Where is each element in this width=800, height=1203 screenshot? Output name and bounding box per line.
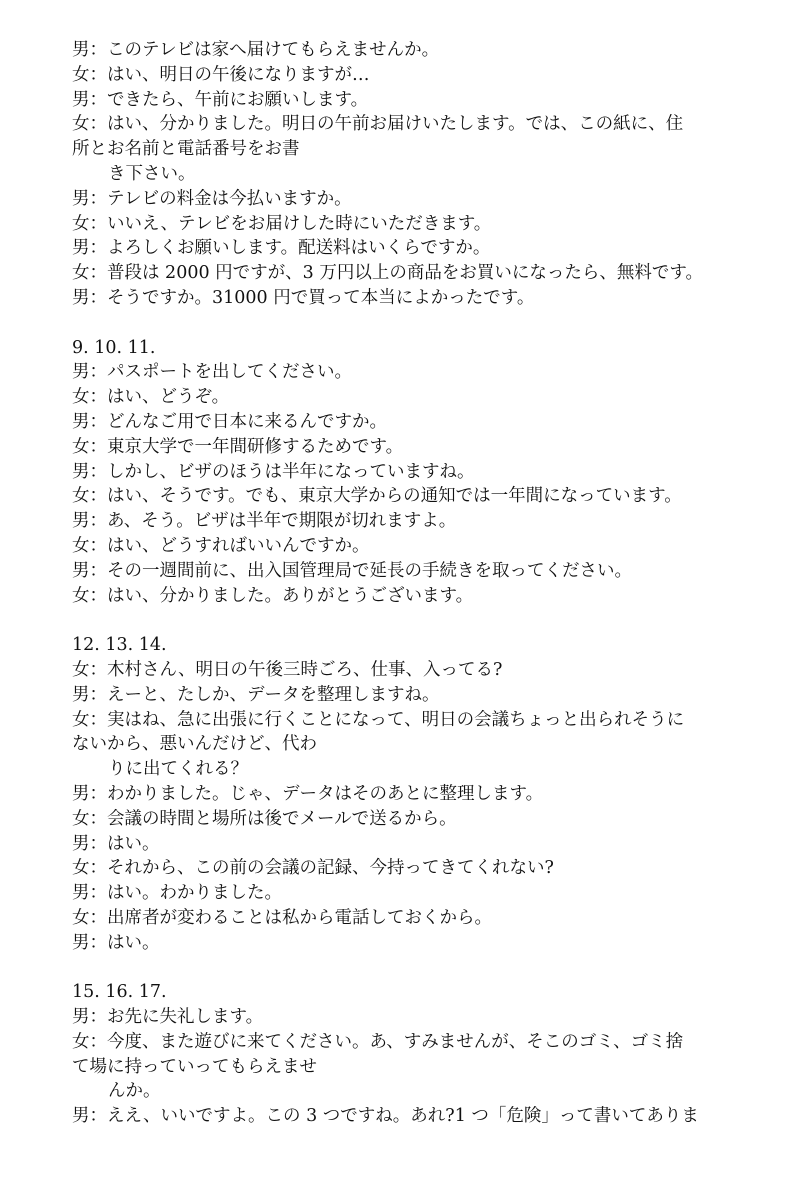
dialogue-line-continuation: 所とお名前と電話番号をお書	[72, 139, 300, 160]
dialogue-line-continuation: き下さい。	[108, 163, 196, 184]
dialogue-line: 男：わかりました。じゃ、データはそのあとに整理します。	[72, 783, 544, 804]
dialogue-section-3	[72, 633, 732, 955]
dialogue-line: 女：会議の時間と場所は後でメールで送るから。	[72, 808, 457, 829]
dialogue-line-continuation: りに出てくれる？	[108, 759, 248, 780]
dialogue-line: 男：このテレビは家へ届けてもらえませんか。	[72, 40, 440, 60]
dialogue-line: 女：実はね、急に出張に行くことになって、明日の会議ちょっと出られそうに	[72, 709, 685, 730]
dialogue-line: 女：いいえ、テレビをお届けした時にいただきます。	[72, 213, 492, 234]
dialogue-line: 男：はい。	[72, 833, 160, 854]
dialogue-line: 男：その一週間前に、出入国管理局で延長の手続きを取ってください。	[72, 560, 632, 581]
dialogue-line: 女：はい、明日の午後になりますが…	[72, 64, 370, 85]
dialogue-line: 女：はい、どうすればいいんですか。	[72, 535, 370, 556]
dialogue-line: 女：今度、また遊びに来てください。あ、すみませんが、そこのゴミ、ゴミ捨	[72, 1031, 684, 1052]
dialogue-line: 男：えーと、たしか、データを整理しますね。	[72, 684, 440, 705]
section-spacer	[72, 311, 732, 336]
dialogue-line: 男：できたら、午前にお願いします。	[72, 89, 369, 110]
section-spacer	[72, 955, 732, 980]
dialogue-line: 男：パスポートを出してください。	[72, 362, 352, 383]
dialogue-line-continuation: んか。	[108, 1081, 161, 1102]
dialogue-line: 男：テレビの料金は今払いますか。	[72, 188, 352, 209]
dialogue-line-continuation: て場に持っていってもらえませ	[72, 1056, 317, 1077]
question-numbers-label: 15. 16. 17.	[72, 982, 167, 1003]
dialogue-section-4	[72, 980, 732, 1129]
dialogue-line: 男：しかし、ビザのほうは半年になっていますね。	[72, 461, 475, 482]
dialogue-section-2	[72, 336, 732, 609]
section-spacer	[72, 608, 732, 633]
dialogue-line: 女：出席者が変わることは私から電話しておくから。	[72, 907, 492, 928]
dialogue-line: 男：はい。	[72, 932, 160, 953]
dialogue-line: 女：木村さん、明日の午後三時ごろ、仕事、入ってる?	[72, 659, 503, 680]
question-numbers-label: 9. 10. 11.	[72, 337, 156, 358]
dialogue-line: 男：ええ、いいですよ。この 3 つですね。あれ?1 つ「危険」って書いてありま	[72, 1106, 699, 1127]
dialogue-line: 女：はい、どうぞ。	[72, 387, 230, 408]
question-numbers-label: 12. 13. 14.	[72, 635, 167, 656]
dialogue-line: 女：はい、分かりました。明日の午前お届けいたします。では、この紙に、住	[72, 114, 684, 135]
dialogue-section-1	[72, 38, 732, 311]
dialogue-line: 男：よろしくお願いします。配送料はいくらですか。	[72, 238, 491, 259]
document-page	[72, 38, 732, 1129]
dialogue-line: 男：はい。わかりました。	[72, 883, 282, 904]
dialogue-line: 女：はい、そうです。でも、東京大学からの通知では一年間になっています。	[72, 486, 682, 507]
dialogue-line-continuation: ないから、悪いんだけど、代わ	[72, 734, 317, 755]
dialogue-line: 女：普段は 2000 円ですが、3 万円以上の商品をお買いになったら、無料です。	[72, 263, 703, 284]
dialogue-line: 男：どんなご用で日本に来るんですか。	[72, 411, 387, 432]
dialogue-line: 男：そうですか。31000 円で買って本当によかったです。	[72, 287, 535, 308]
dialogue-line: 女：東京大学で一年間研修するためです。	[72, 436, 404, 457]
dialogue-line: 女：はい、分かりました。ありがとうございます。	[72, 585, 474, 606]
dialogue-line: 女：それから、この前の会議の記録、今持ってきてくれない?	[72, 858, 554, 879]
dialogue-line: 男：お先に失礼します。	[72, 1007, 264, 1028]
dialogue-line: 男：あ、そう。ビザは半年で期限が切れますよ。	[72, 511, 457, 532]
